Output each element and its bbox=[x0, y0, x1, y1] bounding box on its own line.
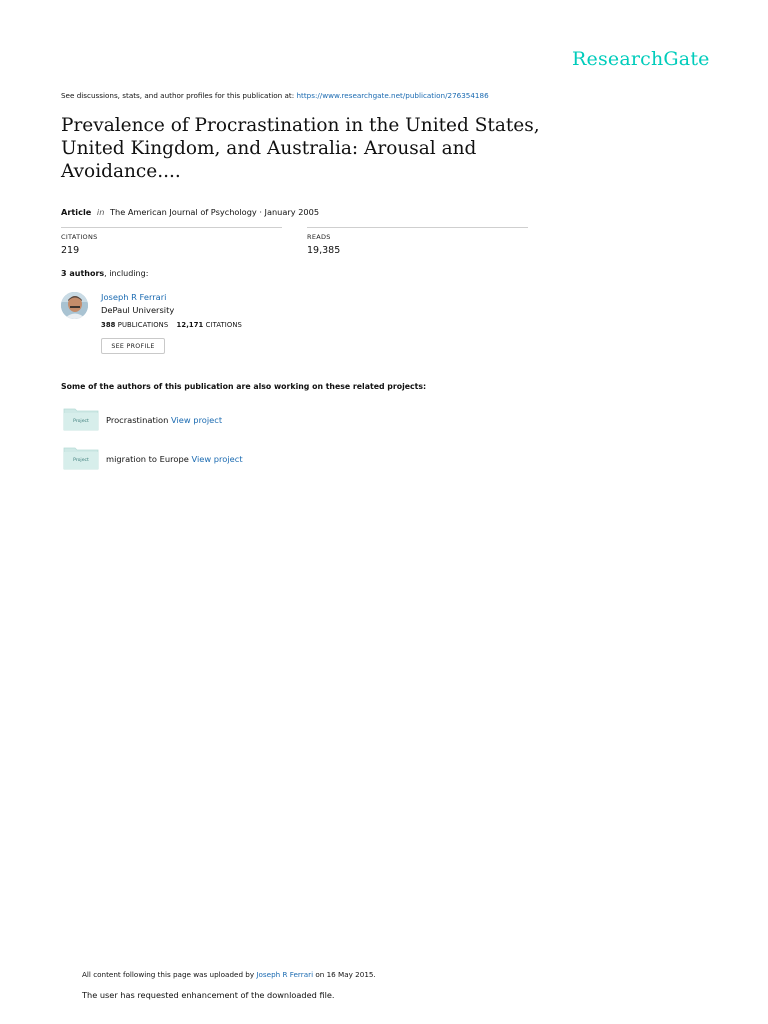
related-projects-heading: Some of the authors of this publication are also working on these related projects: bbox=[61, 382, 427, 391]
see-profile-button[interactable]: SEE PROFILE bbox=[101, 338, 165, 354]
project-folder-label: Project bbox=[73, 458, 89, 463]
project-folder-icon bbox=[63, 407, 99, 431]
project-text bbox=[106, 454, 243, 464]
reads-label: READS bbox=[307, 233, 331, 241]
authors-suffix: , including: bbox=[104, 269, 149, 278]
uploader-link[interactable]: Joseph R Ferrari bbox=[256, 970, 314, 979]
citations-value: 219 bbox=[61, 245, 80, 256]
avatar-photo-icon bbox=[61, 292, 88, 319]
upload-prefix: All content following this page was uploaded by bbox=[82, 970, 257, 979]
researchgate-logo[interactable]: ResearchGate bbox=[572, 48, 710, 70]
journal-source: The American Journal of Psychology · January 2005 bbox=[110, 207, 320, 217]
author-avatar[interactable] bbox=[61, 292, 88, 319]
enhancement-note: The user has requested enhancement of the downloaded file. bbox=[82, 990, 335, 1000]
author-institution: DePaul University bbox=[101, 305, 175, 315]
author-name-link[interactable]: Joseph R Ferrari bbox=[101, 292, 167, 302]
view-project-link[interactable]: View project bbox=[170, 415, 223, 425]
upload-suffix: on 16 May 2015. bbox=[313, 970, 376, 979]
view-project-link[interactable]: View project bbox=[191, 454, 243, 464]
publication-url-link[interactable]: https://www.researchgate.net/publication/276354186 bbox=[296, 91, 489, 100]
upload-info bbox=[82, 970, 376, 979]
divider-citations bbox=[61, 227, 282, 228]
citations-label: CITATIONS bbox=[61, 233, 98, 241]
publication-title: Prevalence of Procrastination in the United States, United Kingdom, and Australia: Arousal and Avoidance.... bbox=[61, 115, 540, 182]
reads-value: 19,385 bbox=[307, 245, 341, 256]
project-folder-label: Project bbox=[73, 419, 89, 424]
project-name: Procrastination bbox=[106, 415, 169, 425]
authors-count: 3 authors bbox=[61, 269, 105, 278]
project-text bbox=[106, 415, 222, 425]
author-citations-label: CITATIONS bbox=[205, 321, 242, 329]
author-citations-count: 12,171 bbox=[176, 321, 204, 329]
author-publications-count: 388 bbox=[101, 321, 116, 329]
authors-count-line bbox=[61, 269, 148, 278]
article-kind: Article bbox=[61, 207, 92, 217]
intro-text: See discussions, stats, and author profiles for this publication at: bbox=[61, 91, 297, 100]
author-publications-label: PUBLICATIONS bbox=[117, 321, 169, 329]
project-name: migration to Europe bbox=[106, 454, 189, 464]
intro-line bbox=[61, 91, 489, 100]
divider-reads bbox=[307, 227, 528, 228]
article-source-line bbox=[61, 207, 319, 217]
project-folder-icon bbox=[63, 446, 99, 470]
author-stats bbox=[101, 321, 242, 329]
article-in: in bbox=[96, 207, 105, 217]
